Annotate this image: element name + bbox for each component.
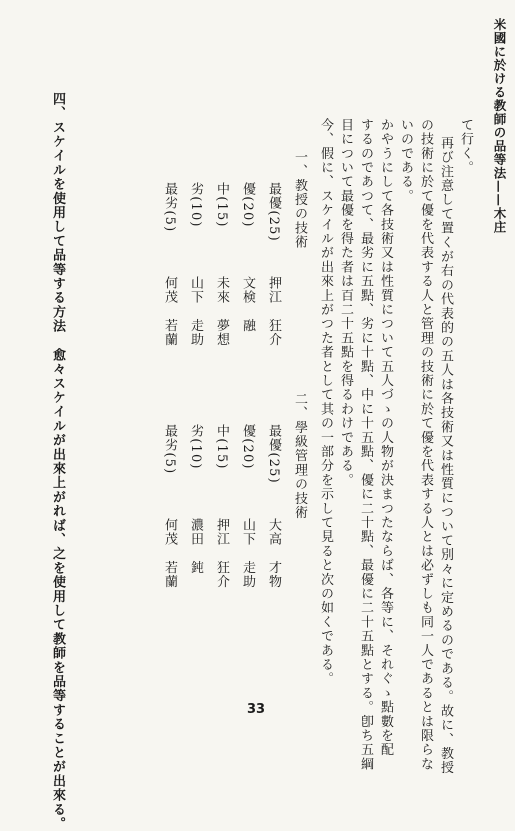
body-line: の技術に於て優を代表する人と管理の技術に於て優を代表する人とは必ずしも同一人であるとは限らな: [418, 118, 433, 772]
table2-grade: 優(20): [240, 424, 255, 470]
table2-grade: 劣(10): [188, 424, 203, 470]
table1-name: 文検 融: [240, 276, 255, 333]
table1-name: 何茂 若蘭: [162, 276, 177, 347]
page-number: 33: [247, 702, 266, 717]
body-line: するのであつて、最劣に五點、劣に十點、中に十五點、優に二十點、最優に二十五點とする。卽ち五綱: [358, 118, 373, 772]
table2-name: 濃田 鈍: [188, 518, 203, 575]
running-header: 米國に於ける教師の品等法——木庄: [492, 18, 507, 234]
table2-name: 山下 走助: [240, 518, 255, 589]
table2-title: 二、學級管理の技術: [292, 392, 307, 520]
table1-grade: 中(15): [214, 182, 229, 228]
body-line: て行く。: [458, 118, 473, 175]
section-heading: 四、スケイルを使用して品等する方法: [50, 92, 65, 334]
body-line: 目について最優を得た者は百二十五點を得るわけである。: [338, 118, 353, 488]
table2-grade: 中(15): [214, 424, 229, 470]
body-line: いのである。: [398, 118, 413, 204]
table1-grade: 最優(25): [266, 182, 281, 242]
table1-grade: 最劣(5): [162, 182, 177, 233]
table1-name: 押江 狂介: [266, 276, 281, 347]
table1-title: 一、教授の技術: [292, 150, 307, 250]
table1-grade: 優(20): [240, 182, 255, 228]
table2-name: 何茂 若蘭: [162, 518, 177, 589]
table1-name: 山下 走助: [188, 276, 203, 347]
table2-name: 押江 狂介: [214, 518, 229, 589]
body-line: かやうにして各技術又は性質について五人づゝの人物が決まつたならば、各等に、それぐゝ點數を配: [378, 118, 393, 757]
table1-name: 未來 夢想: [214, 276, 229, 347]
body-line: 再び注意して置くが右の代表的の五人は各技術又は性質について別々に定めるのである。故に、教授: [438, 136, 453, 775]
table1-grade: 劣(10): [188, 182, 203, 228]
section-text: 愈々スケイルが出來上がれば、之を使用して教師を品等することが出來る。: [50, 348, 65, 831]
table2-grade: 最優(25): [266, 424, 281, 484]
table2-name: 大高 才物: [266, 518, 281, 589]
table2-grade: 最劣(5): [162, 424, 177, 475]
body-line: 今、假に、スケイルが出來上がつた者として其の一部分を示して見ると次の如くである。: [318, 118, 333, 686]
